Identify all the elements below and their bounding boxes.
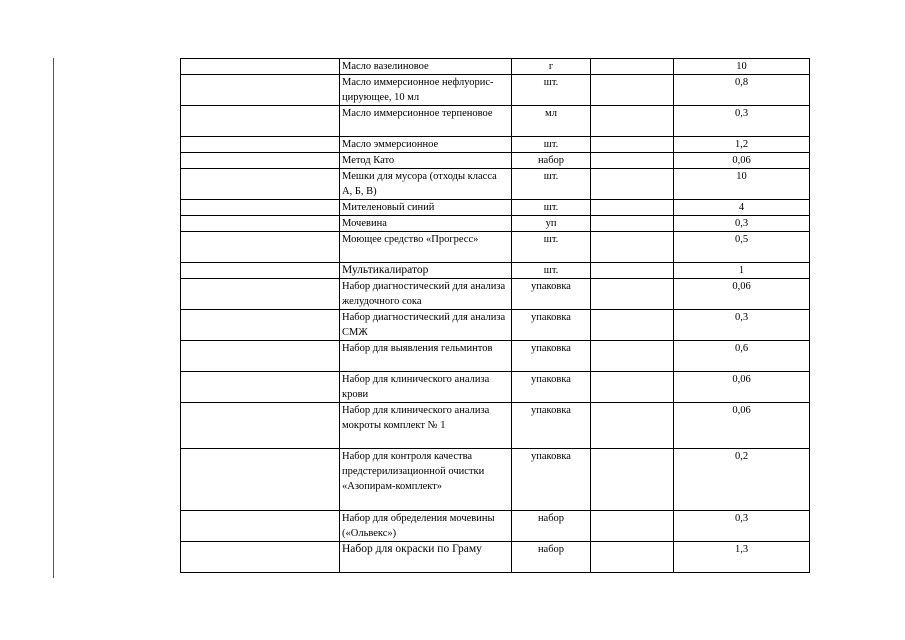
item-value: 0,06 (674, 372, 810, 403)
blank-cell (181, 106, 340, 137)
table-row (181, 279, 810, 310)
item-unit: г (512, 59, 591, 75)
table-row (181, 403, 810, 449)
item-value: 0,3 (674, 310, 810, 341)
blank-cell (181, 59, 340, 75)
item-value: 0,8 (674, 75, 810, 106)
item-unit: упаковка (512, 341, 591, 372)
item-unit: упаковка (512, 372, 591, 403)
item-value: 0,2 (674, 449, 810, 511)
item-name: Набор для окраски по Граму (340, 542, 512, 573)
blank-cell (591, 153, 674, 169)
item-name: Мультикалиратор (340, 263, 512, 279)
table-row (181, 372, 810, 403)
blank-cell (591, 279, 674, 310)
item-name: Масло иммерсионное терпеновое (340, 106, 512, 137)
table-row (181, 200, 810, 216)
blank-cell (591, 542, 674, 573)
item-name: Мочевина (340, 216, 512, 232)
table-row (181, 75, 810, 106)
item-name: Моющее средство «Прогресс» (340, 232, 512, 263)
blank-cell (181, 263, 340, 279)
table-row (181, 59, 810, 75)
blank-cell (181, 542, 340, 573)
item-value: 0,6 (674, 341, 810, 372)
item-unit: упаковка (512, 310, 591, 341)
item-unit: шт. (512, 75, 591, 106)
item-value: 1,3 (674, 542, 810, 573)
item-value: 1,2 (674, 137, 810, 153)
blank-cell (181, 403, 340, 449)
item-unit: упаковка (512, 279, 591, 310)
blank-cell (591, 106, 674, 137)
blank-cell (591, 137, 674, 153)
blank-cell (181, 232, 340, 263)
blank-cell (181, 137, 340, 153)
blank-cell (591, 75, 674, 106)
blank-cell (181, 449, 340, 511)
item-value: 10 (674, 59, 810, 75)
blank-cell (591, 372, 674, 403)
item-value: 0,06 (674, 279, 810, 310)
item-unit: шт. (512, 232, 591, 263)
item-name: Метод Като (340, 153, 512, 169)
item-unit: упаковка (512, 403, 591, 449)
blank-cell (181, 200, 340, 216)
table-row (181, 263, 810, 279)
item-value: 0,3 (674, 106, 810, 137)
item-value: 4 (674, 200, 810, 216)
item-name: Набор для выявления гельминтов (340, 341, 512, 372)
blank-cell (591, 200, 674, 216)
blank-cell (181, 511, 340, 542)
item-value: 0,3 (674, 216, 810, 232)
item-unit: шт. (512, 200, 591, 216)
item-unit: набор (512, 511, 591, 542)
item-name: Набор диагностический для анализа желудочного сока (340, 279, 512, 310)
blank-cell (181, 75, 340, 106)
consumables-table (180, 58, 810, 573)
item-name: Масло вазелиновое (340, 59, 512, 75)
item-name: Мешки для мусора (отходы класса А, Б, В) (340, 169, 512, 200)
item-name: Набор для контроля качества предстерилизационной очистки «Азопирам-комплект» (340, 449, 512, 511)
item-unit: мл (512, 106, 591, 137)
item-name: Набор для клинического анализа крови (340, 372, 512, 403)
blank-cell (591, 403, 674, 449)
blank-cell (181, 153, 340, 169)
blank-cell (181, 310, 340, 341)
blank-cell (181, 169, 340, 200)
item-name: Масло иммерсионное нефлуорис-цирующее, 10 мл (340, 75, 512, 106)
table-row (181, 216, 810, 232)
item-value: 0,06 (674, 403, 810, 449)
table-row (181, 106, 810, 137)
item-value: 1 (674, 263, 810, 279)
table-row (181, 341, 810, 372)
blank-cell (181, 341, 340, 372)
item-unit: упаковка (512, 449, 591, 511)
table-row (181, 511, 810, 542)
item-name: Мителеновый синий (340, 200, 512, 216)
item-name: Масло эммерсионное (340, 137, 512, 153)
item-name: Набор диагностический для анализа СМЖ (340, 310, 512, 341)
item-unit: уп (512, 216, 591, 232)
blank-cell (591, 216, 674, 232)
item-unit: шт. (512, 169, 591, 200)
blank-cell (181, 216, 340, 232)
table-row (181, 169, 810, 200)
table-row (181, 137, 810, 153)
page-margin-line (53, 58, 54, 578)
item-value: 0,06 (674, 153, 810, 169)
blank-cell (181, 372, 340, 403)
item-name: Набор для обределения мочевины («Ольвекс») (340, 511, 512, 542)
blank-cell (181, 279, 340, 310)
blank-cell (591, 511, 674, 542)
item-value: 0,5 (674, 232, 810, 263)
table-row (181, 232, 810, 263)
item-unit: шт. (512, 263, 591, 279)
table-row (181, 153, 810, 169)
item-value: 0,3 (674, 511, 810, 542)
table-row (181, 542, 810, 573)
blank-cell (591, 232, 674, 263)
item-value: 10 (674, 169, 810, 200)
blank-cell (591, 449, 674, 511)
blank-cell (591, 169, 674, 200)
blank-cell (591, 310, 674, 341)
table-row (181, 449, 810, 511)
item-unit: набор (512, 542, 591, 573)
item-name: Набор для клинического анализа мокроты комплект № 1 (340, 403, 512, 449)
blank-cell (591, 59, 674, 75)
table-row (181, 310, 810, 341)
blank-cell (591, 263, 674, 279)
item-unit: шт. (512, 137, 591, 153)
item-unit: набор (512, 153, 591, 169)
blank-cell (591, 341, 674, 372)
